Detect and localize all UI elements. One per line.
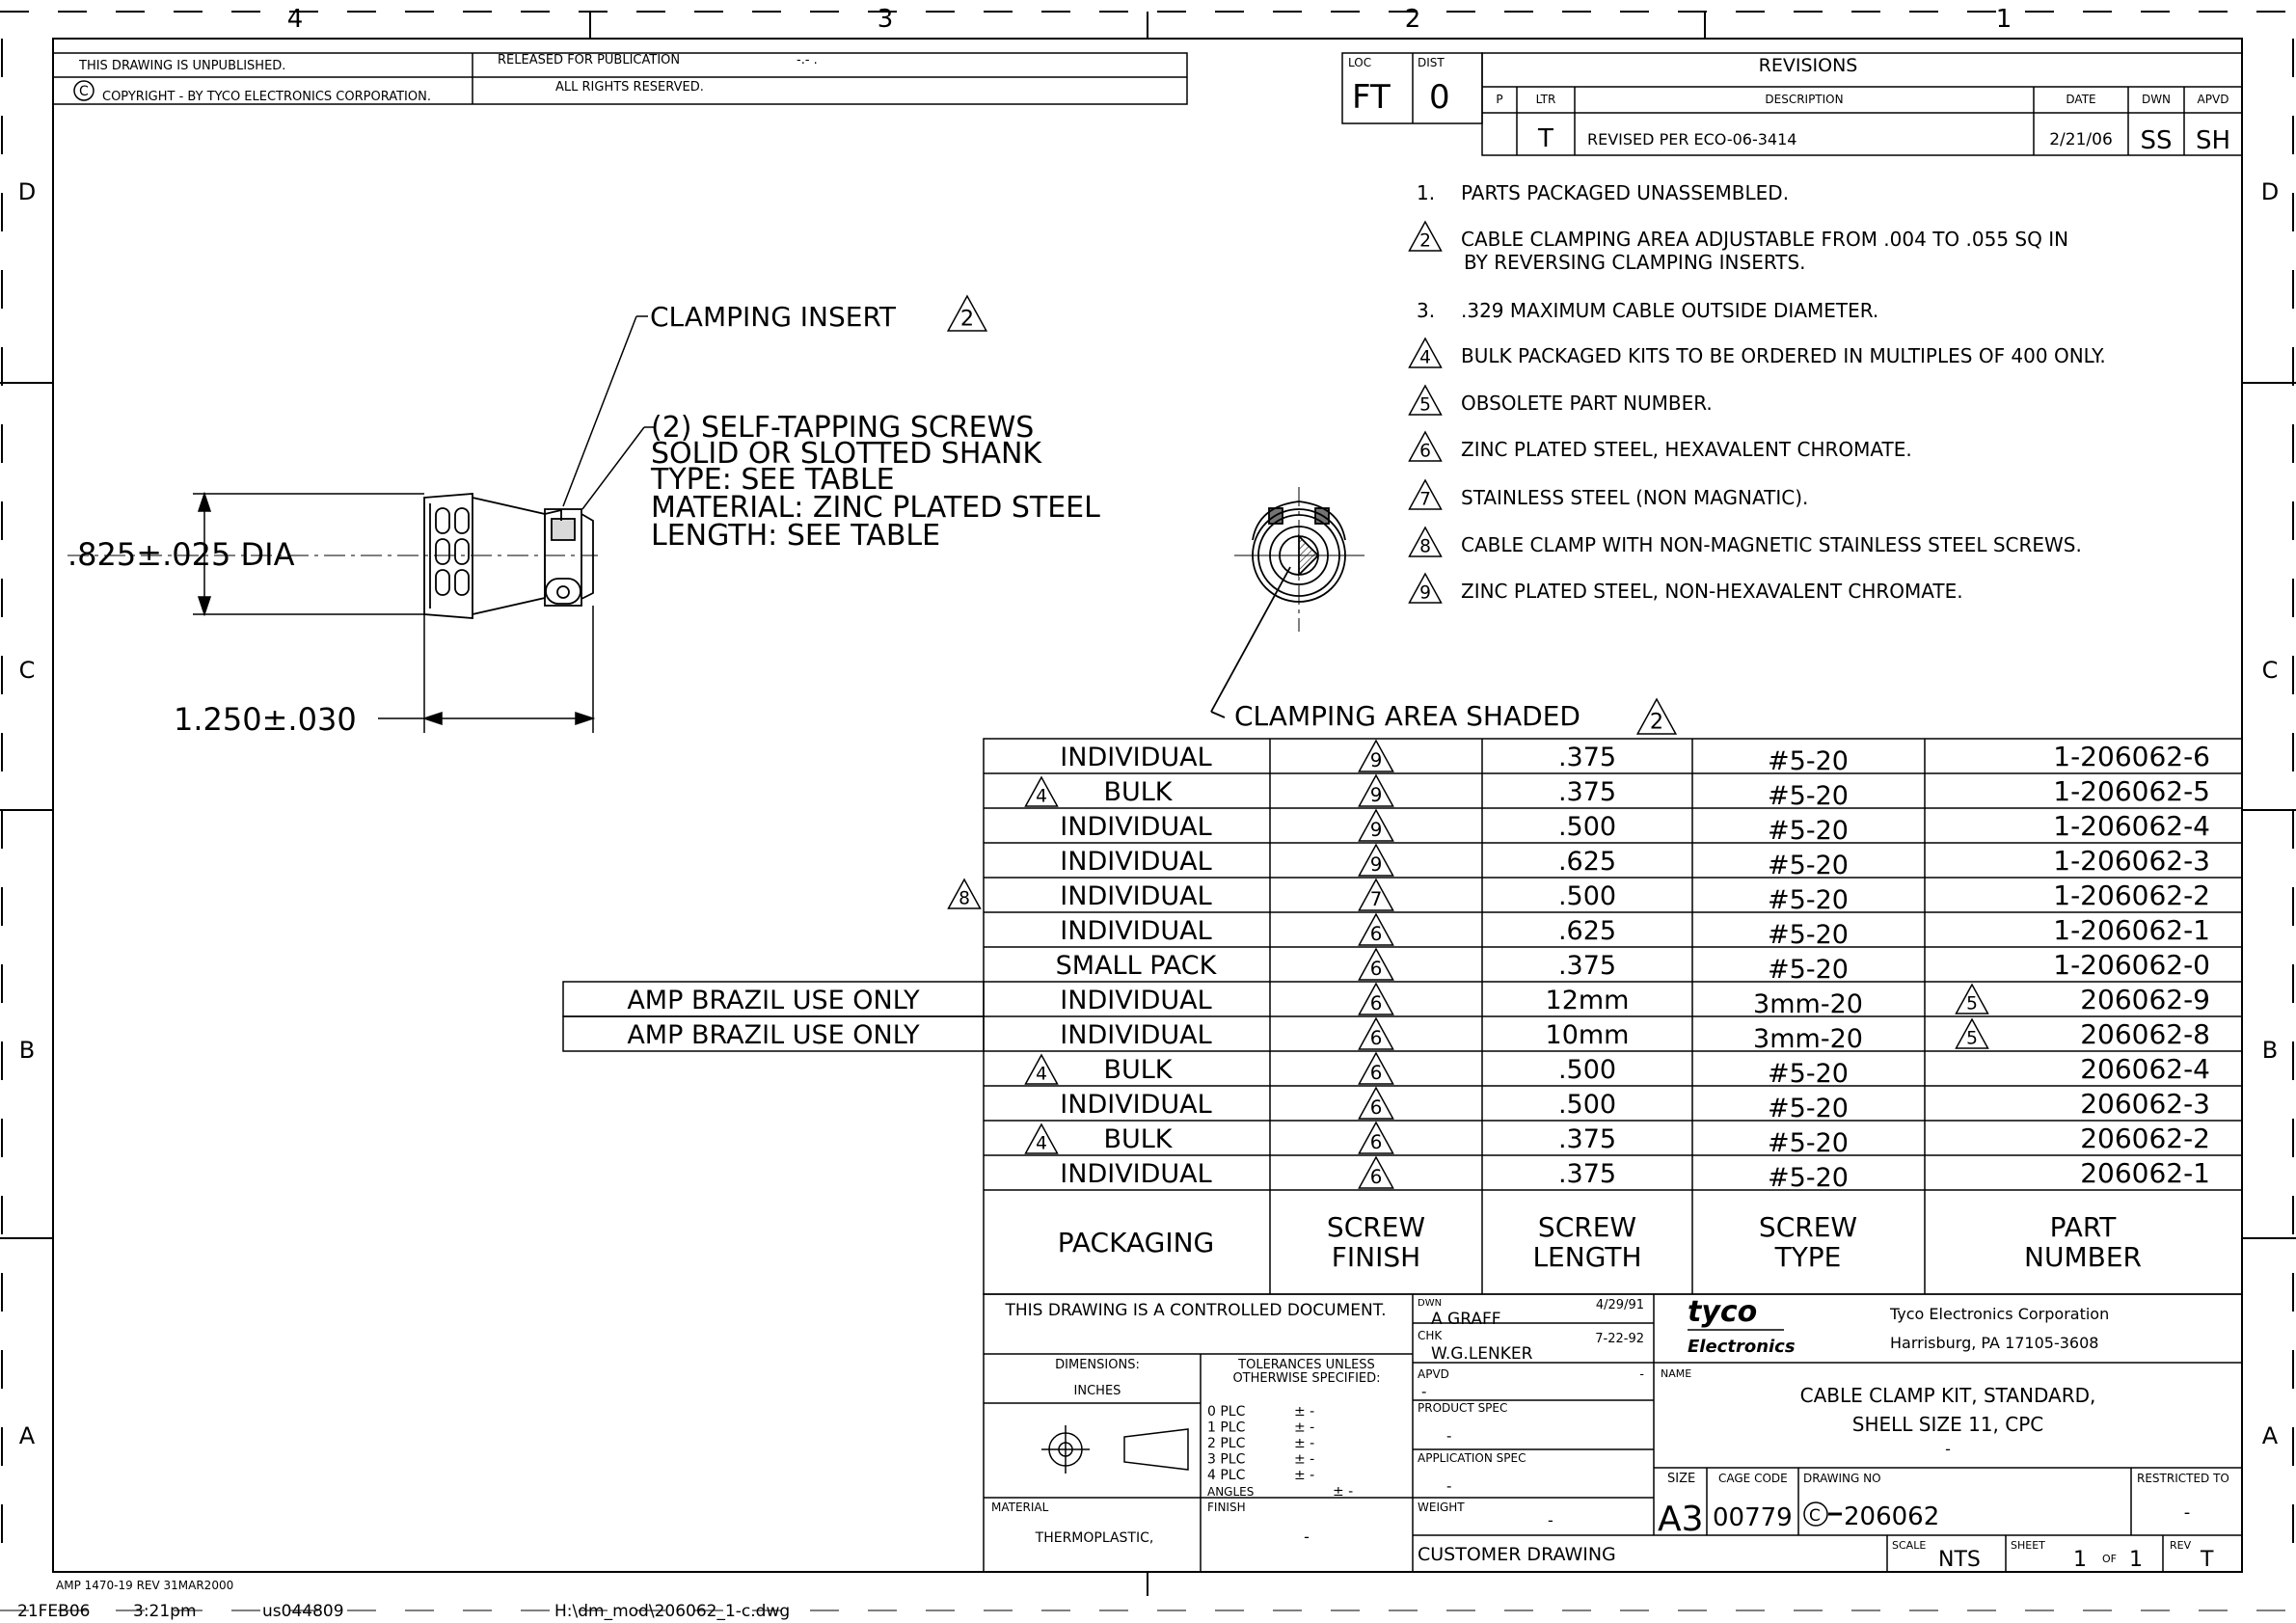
chk-name: W.G.LENKER [1431, 1344, 1533, 1364]
note-text-9: ZINC PLATED STEEL, NON-HEXAVALENT CHROMATE. [1461, 580, 1963, 603]
rev-dwn: SS [2140, 126, 2173, 155]
dist-label: DIST [1418, 56, 1445, 69]
sheet-value: 1 [2073, 1548, 2087, 1572]
electronics-logo: Electronics [1688, 1337, 1796, 1357]
material-label: MATERIAL [991, 1501, 1049, 1514]
part-number-cell: 1-206062-4 [2053, 810, 2210, 842]
restricted-label: RESTRICTED TO [2137, 1472, 2229, 1485]
screw-finish-flag-number: 9 [1369, 819, 1383, 842]
screw-finish-flag [1359, 914, 1392, 945]
clamping-insert-flag [948, 296, 986, 332]
screw-length-cell: 10mm [1545, 1020, 1630, 1050]
tolerance-value: ± - [1294, 1420, 1315, 1436]
screw-finish-flag-number: 6 [1369, 1027, 1383, 1050]
note-text-6: ZINC PLATED STEEL, HEXAVALENT CHROMATE. [1461, 438, 1912, 461]
table-row [1060, 1088, 2210, 1123]
screw-finish-flag-number: 6 [1369, 1131, 1383, 1154]
screw-type-cell: #5-20 [1768, 885, 1849, 915]
zone-right-C: C [2261, 657, 2279, 684]
packaging-flag [1026, 1124, 1058, 1154]
note-text-4: BULK PACKAGED KITS TO BE ORDERED IN MULTIPLES OF 400 ONLY. [1461, 344, 2106, 367]
packaging-cell: INDIVIDUAL [1060, 881, 1212, 911]
screws-line-4: MATERIAL: ZINC PLATED STEEL [651, 491, 1100, 525]
file-path: H:\dm_mod\206062_1-c.dwg [554, 1602, 791, 1621]
screw-length-cell: .625 [1557, 916, 1617, 946]
screw-length-cell: .375 [1557, 743, 1617, 772]
part-number-cell: 206062-8 [2080, 1018, 2210, 1050]
note-text-1: PARTS PACKAGED UNASSEMBLED. [1461, 181, 1790, 204]
side-note: AMP BRAZIL USE ONLY [627, 1020, 920, 1050]
screw-length-cell: .500 [1557, 1090, 1617, 1120]
packaging-flag [1026, 777, 1058, 807]
screw-type-cell: #5-20 [1768, 781, 1849, 811]
restricted-value: - [2183, 1502, 2191, 1523]
header-part_number-1: PART [2049, 1211, 2117, 1243]
zone-left-C: C [18, 657, 36, 684]
packaging-flag-number: 4 [1036, 786, 1047, 807]
table-row [1026, 1053, 2211, 1089]
copyright-symbol: C [79, 84, 89, 99]
packaging-cell: BULK [1103, 1124, 1173, 1154]
weight-label: WEIGHT [1418, 1501, 1465, 1514]
zone-left-D: D [17, 178, 37, 205]
part-number-cell: 1-206062-0 [2053, 949, 2210, 981]
screws-line-1: (2) SELF-TAPPING SCREWS [651, 411, 1035, 445]
zone-top-3: 3 [877, 5, 894, 34]
size-label: SIZE [1667, 1472, 1696, 1486]
finish-label: FINISH [1207, 1501, 1246, 1514]
screw-length-cell: .375 [1557, 777, 1617, 807]
angles-label: ANGLES [1207, 1485, 1255, 1499]
note-text-7: STAINLESS STEEL (NON MAGNATIC). [1461, 486, 1809, 509]
drawing-name-line3: - [1945, 1440, 1951, 1458]
screw-type-cell: #5-20 [1768, 1094, 1849, 1123]
screw-finish-flag [1359, 879, 1392, 910]
form-number: AMP 1470-19 REV 31MAR2000 [56, 1579, 234, 1592]
length-dimension: 1.250±.030 [174, 701, 357, 738]
rev-date: 2/21/06 [2049, 130, 2113, 149]
packaging-cell: INDIVIDUAL [1060, 986, 1212, 1015]
header-screw_finish-2: FINISH [1331, 1241, 1421, 1273]
note-1 [1417, 181, 1789, 204]
screw-finish-flag [1359, 810, 1392, 841]
screw-type-cell: #5-20 [1768, 746, 1849, 776]
application-spec-value: - [1446, 1477, 1452, 1495]
scale-label: SCALE [1892, 1539, 1927, 1552]
table-row [1026, 775, 2211, 811]
note-text-2-cont: BY REVERSING CLAMPING INSERTS. [1464, 251, 1806, 274]
finish-value: - [1304, 1528, 1310, 1546]
screw-length-cell: .500 [1557, 881, 1617, 911]
tolerance-value: ± - [1294, 1404, 1315, 1420]
packaging-cell: BULK [1103, 1055, 1173, 1085]
screw-finish-flag-number: 6 [1369, 1096, 1383, 1120]
screw-finish-flag-number: 6 [1369, 1166, 1383, 1189]
screw-finish-flag-number: 9 [1369, 784, 1383, 807]
screw-length-cell: .375 [1557, 951, 1617, 981]
screw-type-cell: #5-20 [1768, 920, 1849, 950]
table-row [949, 879, 2211, 915]
drawing-no-symbol: C [1809, 1506, 1821, 1526]
screw-type-cell: 3mm-20 [1753, 989, 1863, 1019]
scale-value: NTS [1938, 1548, 1981, 1572]
rights-text: ALL RIGHTS RESERVED. [555, 80, 704, 95]
screw-finish-flag-number: 6 [1369, 1062, 1383, 1085]
rev-ltr: T [1538, 124, 1553, 153]
screw-finish-flag-number: 6 [1369, 992, 1383, 1015]
note-flag-6 [1410, 432, 1442, 462]
row-flag-number: 8 [959, 888, 970, 909]
company-address: Harrisburg, PA 17105-3608 [1890, 1334, 2099, 1352]
name-label: NAME [1661, 1367, 1692, 1380]
drawing-name-line1: CABLE CLAMP KIT, STANDARD, [1799, 1384, 2096, 1407]
loc-label: LOC [1348, 56, 1372, 69]
table-row [1060, 1157, 2210, 1193]
dimensions-label: DIMENSIONS: [1055, 1358, 1140, 1372]
zone-right-D: D [2260, 178, 2280, 205]
part-number-cell: 206062-4 [2080, 1053, 2210, 1085]
tolerance-value: ± - [1294, 1436, 1315, 1451]
notes-list [1410, 181, 2106, 604]
cage-code-label: CAGE CODE [1718, 1472, 1788, 1485]
note-number-3: 3. [1417, 299, 1436, 322]
note-flag-8-number: 8 [1419, 536, 1431, 557]
packaging-cell: SMALL PACK [1055, 951, 1217, 981]
part-number-flag [1957, 985, 1988, 1014]
dimensions-value: INCHES [1073, 1384, 1121, 1398]
angles-value: ± - [1333, 1484, 1354, 1500]
note-flag-4 [1410, 338, 1442, 368]
part-number-cell: 1-206062-3 [2053, 845, 2210, 877]
screws-line-2: SOLID OR SLOTTED SHANK [651, 437, 1042, 471]
part-number-cell: 1-206062-6 [2053, 741, 2210, 772]
packaging-cell: INDIVIDUAL [1060, 916, 1212, 946]
note-7 [1410, 480, 1809, 510]
note-flag-8 [1410, 527, 1442, 557]
apvd-label: APVD [1418, 1367, 1449, 1381]
tolerance-label: 3 PLC [1207, 1451, 1246, 1468]
screw-length-cell: .500 [1557, 1055, 1617, 1085]
end-view-drawing [1211, 487, 1364, 717]
rev-description: REVISED PER ECO-06-3414 [1587, 130, 1797, 149]
zone-top-2: 2 [1404, 5, 1421, 34]
product-spec-label: PRODUCT SPEC [1418, 1401, 1508, 1415]
clamping-area-flag [1637, 699, 1676, 735]
packaging-cell: INDIVIDUAL [1060, 1020, 1212, 1050]
tolerance-label: 4 PLC [1207, 1468, 1246, 1483]
tolerance-label: 1 PLC [1207, 1420, 1246, 1436]
screw-finish-flag-number: 6 [1369, 958, 1383, 981]
product-spec-value: - [1446, 1427, 1452, 1445]
part-number-cell: 1-206062-1 [2053, 914, 2210, 946]
screw-length-cell: 12mm [1545, 986, 1630, 1015]
table-row [563, 982, 2210, 1019]
part-number-cell: 206062-9 [2080, 984, 2210, 1015]
rev-col-dwn: DWN [2141, 93, 2172, 106]
note-4 [1410, 338, 2106, 368]
rev-col-p: P [1496, 93, 1503, 106]
row-flag [949, 879, 981, 909]
plot-time: 3:21pm [133, 1602, 197, 1621]
apvd-value-right: - [1639, 1367, 1644, 1382]
part-number-cell: 1-206062-2 [2053, 879, 2210, 911]
sheet-label: SHEET [2011, 1539, 2045, 1552]
drawing-name-line2: SHELL SIZE 11, CPC [1851, 1413, 2044, 1436]
table-row [1026, 1123, 2211, 1158]
cage-code-value: 00779 [1713, 1503, 1793, 1532]
clamping-insert-triangle-number: 2 [959, 306, 975, 332]
plot-date: 21FEB06 [17, 1602, 91, 1621]
note-flag-5-number: 5 [1419, 394, 1431, 416]
note-6 [1410, 432, 1912, 462]
tolerance-label: 0 PLC [1207, 1404, 1246, 1420]
note-flag-4-number: 4 [1419, 347, 1431, 368]
table-row [1060, 741, 2210, 776]
size-value: A3 [1658, 1500, 1704, 1539]
packaging-flag-number: 4 [1036, 1064, 1047, 1085]
rev-apvd: SH [2195, 126, 2231, 155]
screw-finish-flag [1359, 1123, 1392, 1153]
release-date: -.- . [797, 53, 818, 68]
frame [0, 12, 2296, 1610]
rev-col-date: DATE [2066, 93, 2096, 106]
screw-finish-flag [1359, 775, 1392, 806]
screws-line-5: LENGTH: SEE TABLE [651, 519, 941, 553]
screw-finish-flag-number: 9 [1369, 749, 1383, 772]
rev-col-ltr: LTR [1535, 93, 1556, 106]
table-row [1056, 949, 2210, 985]
zone-labels-top [287, 5, 2012, 34]
packaging-flag [1026, 1055, 1058, 1085]
note-text-8: CABLE CLAMP WITH NON-MAGNETIC STAINLESS STEEL SCREWS. [1461, 533, 2082, 556]
packaging-flag-number: 4 [1036, 1133, 1047, 1154]
header-screw_finish-1: SCREW [1326, 1211, 1426, 1243]
apvd-value: - [1421, 1383, 1427, 1400]
tolerance-list [1207, 1404, 1314, 1483]
sheet-of: OF [2102, 1553, 2117, 1565]
application-spec-label: APPLICATION SPEC [1418, 1451, 1526, 1465]
screw-type-cell: #5-20 [1768, 1128, 1849, 1158]
part-number-cell: 206062-2 [2080, 1123, 2210, 1154]
note-flag-7 [1410, 480, 1442, 510]
note-9 [1410, 574, 1963, 604]
rev-col-description: DESCRIPTION [1765, 93, 1844, 106]
zone-right-B: B [2261, 1037, 2279, 1064]
screw-length-cell: .375 [1557, 1159, 1617, 1189]
part-number-cell: 1-206062-5 [2053, 775, 2210, 807]
packaging-cell: BULK [1103, 777, 1173, 807]
packaging-cell: INDIVIDUAL [1060, 847, 1212, 877]
packaging-cell: INDIVIDUAL [1060, 1159, 1212, 1189]
table-row [1060, 845, 2210, 880]
sheet-total: 1 [2129, 1548, 2143, 1572]
header-screw_length-2: LENGTH [1532, 1241, 1642, 1273]
table-header [1058, 1211, 2142, 1273]
note-5 [1410, 386, 1713, 416]
screw-finish-flag [1359, 1018, 1392, 1049]
table-row [563, 1016, 2210, 1054]
screw-finish-flag [1359, 1053, 1392, 1084]
part-number-flag [1957, 1019, 1988, 1049]
tolerance-value: ± - [1294, 1451, 1315, 1468]
zone-left-A: A [18, 1422, 36, 1449]
screw-finish-flag-number: 9 [1369, 853, 1383, 877]
header-screw_type-2: TYPE [1774, 1241, 1842, 1273]
chk-date: 7-22-92 [1595, 1332, 1644, 1346]
screw-finish-flag [1359, 741, 1392, 771]
note-number-1: 1. [1417, 181, 1436, 204]
clamping-area-triangle-number: 2 [1649, 709, 1664, 735]
screw-type-cell: #5-20 [1768, 851, 1849, 880]
rev-value: T [2201, 1548, 2214, 1572]
screw-type-cell: #5-20 [1768, 955, 1849, 985]
rev-label: REV [2170, 1539, 2192, 1552]
part-number-flag-number: 5 [1966, 1028, 1978, 1049]
dwn-date: 4/29/91 [1595, 1298, 1644, 1312]
part-number-flag-number: 5 [1966, 993, 1978, 1014]
note-flag-2 [1410, 222, 1442, 252]
company-name: Tyco Electronics Corporation [1890, 1305, 2110, 1323]
screw-finish-flag [1359, 949, 1392, 980]
header-screw_type-1: SCREW [1758, 1211, 1858, 1243]
header-packaging: PACKAGING [1057, 1227, 1215, 1258]
table-row [1060, 914, 2210, 950]
zone-top-1: 1 [1995, 5, 2012, 34]
plot-user: us044809 [262, 1602, 344, 1621]
note-flag-9 [1410, 574, 1442, 604]
note-flag-7-number: 7 [1419, 489, 1431, 510]
unpublished-text: THIS DRAWING IS UNPUBLISHED. [79, 59, 286, 73]
note-flag-6-number: 6 [1419, 441, 1431, 462]
note-flag-5 [1410, 386, 1442, 416]
material-value: THERMOPLASTIC, [1035, 1530, 1154, 1546]
rev-col-apvd: APVD [2197, 93, 2229, 106]
tolerances-label-1: TOLERANCES UNLESS [1238, 1358, 1375, 1372]
zone-left-B: B [18, 1037, 36, 1064]
zone-top-4: 4 [286, 5, 304, 34]
dist-value: 0 [1429, 78, 1450, 117]
screw-length-cell: .375 [1557, 1124, 1617, 1154]
packaging-cell: INDIVIDUAL [1060, 743, 1212, 772]
customer-drawing: CUSTOMER DRAWING [1418, 1544, 1616, 1565]
dwn-label: DWN [1418, 1298, 1443, 1309]
tolerance-value: ± - [1294, 1468, 1315, 1483]
note-flag-9-number: 9 [1419, 582, 1431, 604]
header-part_number-2: NUMBER [2024, 1241, 2142, 1273]
clamping-area-triangle [1637, 699, 1676, 735]
clamping-area-callout: CLAMPING AREA SHADED [1234, 700, 1580, 732]
note-text-5: OBSOLETE PART NUMBER. [1461, 392, 1713, 415]
screw-length-cell: .625 [1557, 847, 1617, 877]
screw-finish-flag [1359, 1088, 1392, 1119]
screw-type-cell: #5-20 [1768, 1163, 1849, 1193]
packaging-cell: INDIVIDUAL [1060, 812, 1212, 842]
drawing-no-label: DRAWING NO [1803, 1472, 1881, 1485]
clamping-insert-triangle [948, 296, 986, 332]
screw-finish-flag [1359, 984, 1392, 1014]
dwn-name: A GRAFF [1431, 1310, 1501, 1329]
copyright-text: COPYRIGHT - BY TYCO ELECTRONICS CORPORATION. [102, 90, 431, 104]
side-note: AMP BRAZIL USE ONLY [627, 986, 920, 1015]
screw-type-cell: #5-20 [1768, 816, 1849, 846]
clamping-insert-callout: CLAMPING INSERT [650, 301, 896, 333]
screw-length-cell: .500 [1557, 812, 1617, 842]
screw-finish-flag-number: 7 [1369, 888, 1383, 911]
weight-value: - [1548, 1511, 1553, 1529]
note-flag-2-number: 2 [1419, 230, 1431, 252]
dia-dimension: .825±.025 DIA [68, 536, 295, 573]
note-3 [1417, 299, 1878, 322]
screws-callout [650, 411, 1100, 553]
tolerances-label-2: OTHERWISE SPECIFIED: [1232, 1371, 1381, 1386]
revisions-title: REVISIONS [1758, 55, 1858, 76]
tyco-logo: tyco [1688, 1295, 1758, 1329]
note-text-3: .329 MAXIMUM CABLE OUTSIDE DIAMETER. [1461, 299, 1879, 322]
drawing-no-value: 206062 [1844, 1502, 1940, 1531]
part-number-cell: 206062-1 [2080, 1157, 2210, 1189]
screws-line-3: TYPE: SEE TABLE [651, 463, 895, 497]
tolerance-label: 2 PLC [1207, 1436, 1246, 1451]
note-2 [1410, 222, 2069, 274]
table-row [1060, 810, 2210, 846]
packaging-cell: INDIVIDUAL [1060, 1090, 1212, 1120]
screw-finish-flag [1359, 845, 1392, 876]
screw-type-cell: #5-20 [1768, 1059, 1849, 1089]
parts-table [563, 739, 2242, 1294]
note-text-2: CABLE CLAMPING AREA ADJUSTABLE FROM .004 TO .055 SQ IN [1461, 228, 2069, 251]
loc-value: FT [1352, 78, 1391, 117]
controlled-document: THIS DRAWING IS A CONTROLLED DOCUMENT. [1005, 1301, 1387, 1320]
header-screw_length-1: SCREW [1537, 1211, 1637, 1243]
zone-right-A: A [2261, 1422, 2279, 1449]
chk-label: CHK [1418, 1329, 1443, 1342]
screw-type-cell: 3mm-20 [1753, 1024, 1863, 1054]
screw-finish-flag [1359, 1157, 1392, 1188]
note-8 [1410, 527, 2082, 557]
screw-finish-flag-number: 6 [1369, 923, 1383, 946]
part-number-cell: 206062-3 [2080, 1088, 2210, 1120]
released-text: RELEASED FOR PUBLICATION [498, 53, 681, 68]
